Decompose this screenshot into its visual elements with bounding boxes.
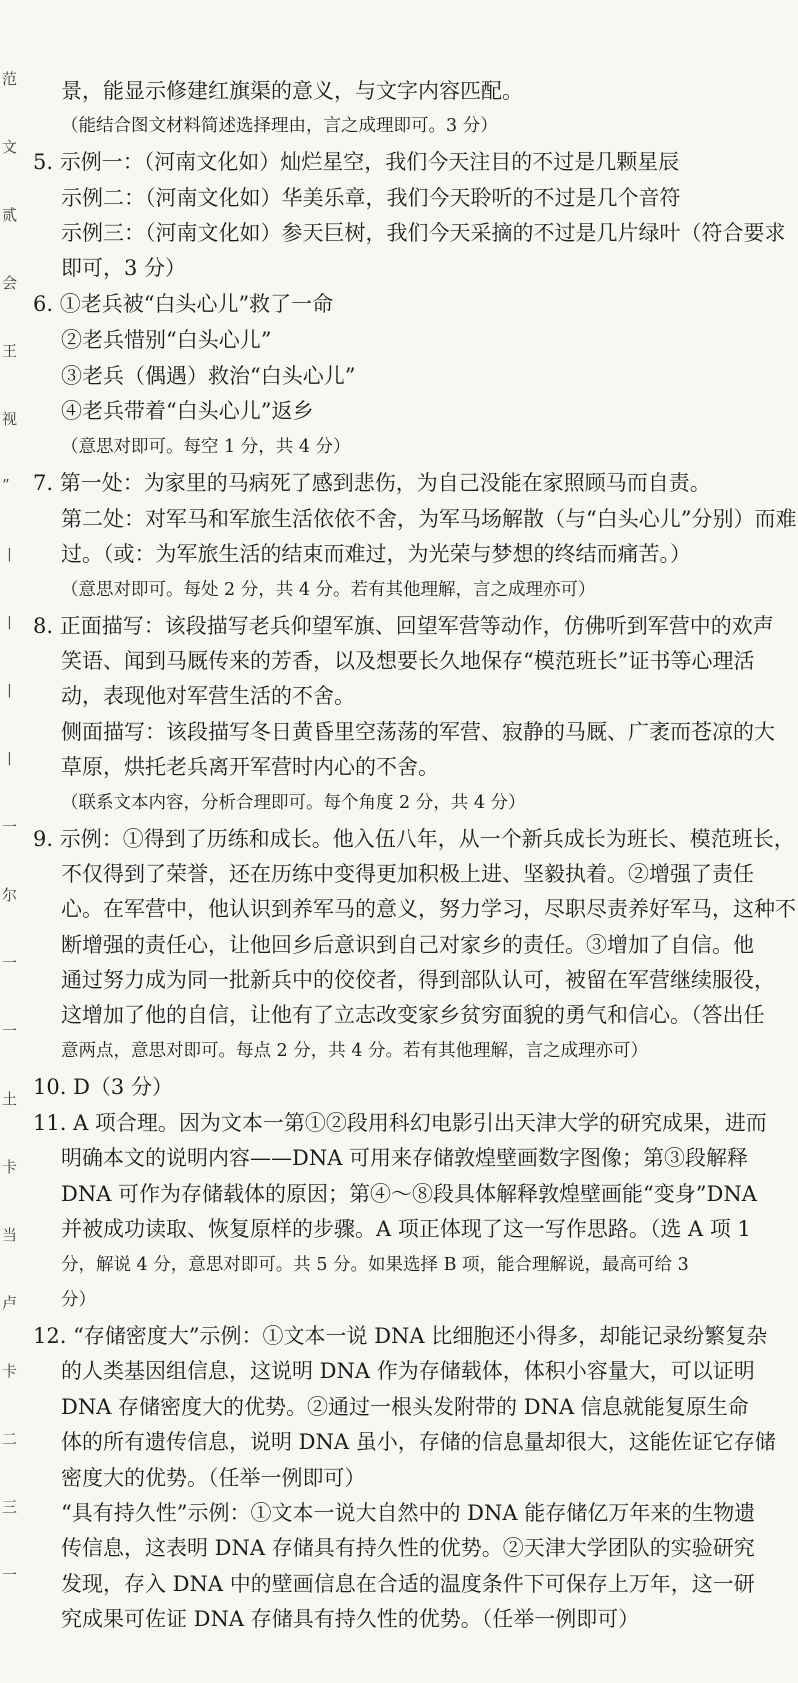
text-line: （联系文本内容，分析合理即可。每个角度 2 分，共 4 分）	[61, 793, 526, 813]
text-line: 8. 正面描写：该段描写老兵仰望军旗、回望军营等动作，仿佛听到军营中的欢声	[33, 614, 774, 638]
text-line: 并被成功读取、恢复原样的步骤。A 项正体现了这一写作思路。（选 A 项 1	[61, 1217, 751, 1241]
text-line: 第二处：对军马和军旅生活依依不舍，为军马场解散（与“白头心儿”分别）而难	[61, 507, 797, 531]
text-line: 6. ①老兵被“白头心儿”救了一命	[33, 292, 334, 316]
margin-char: 卢	[2, 1294, 18, 1312]
margin-char: 丨	[2, 682, 18, 700]
text-line: （意思对即可。每空 1 分，共 4 分）	[61, 437, 351, 457]
text-line: ④老兵带着“白头心儿”返乡	[61, 399, 314, 423]
margin-char: 范	[2, 70, 18, 88]
text-line: ②老兵惜别“白头心儿”	[61, 328, 272, 352]
text-line: ③老兵（偶遇）救治“白头心儿”	[61, 364, 356, 388]
text-line: 10. D（3 分）	[33, 1075, 173, 1099]
text-line: 过。（或：为军旅生活的结束而难过，为光荣与梦想的终结而痛苦。）	[61, 542, 691, 566]
text-line: 传信息，这表明 DNA 存储具有持久性的优势。②天津大学团队的实验研究	[61, 1536, 755, 1560]
text-line: 心。在军营中，他认识到养军马的意义，努力学习，尽职尽责养好军马，这种不	[61, 897, 796, 921]
margin-char: 丨	[2, 614, 18, 632]
text-line: 9. 示例：①得到了历练和成长。他入伍八年，从一个新兵成长为班长、模范班长，	[33, 827, 795, 851]
text-line: 动，表现他对军营生活的不舍。	[61, 684, 355, 708]
text-line: 究成果可佐证 DNA 存储具有持久性的优势。（任举一例即可）	[61, 1607, 640, 1631]
margin-char: 尔	[2, 886, 18, 904]
margin-char: 卡	[2, 1362, 18, 1380]
text-line: 发现，存入 DNA 中的壁画信息在合适的温度条件下可保存上万年，这一研	[61, 1572, 755, 1596]
margin-char: 二	[2, 1430, 18, 1448]
margin-char: 卡	[2, 1158, 18, 1176]
left-margin-bleed	[0, 60, 22, 1640]
text-line: 断增强的责任心，让他回乡后意识到自己对家乡的责任。③增加了自信。他	[61, 933, 754, 957]
text-line: 的人类基因组信息，这说明 DNA 作为存储载体，体积小容量大，可以证明	[61, 1359, 755, 1383]
text-line: 明确本文的说明内容——DNA 可用来存储敦煌壁画数字图像；第③段解释	[61, 1146, 749, 1170]
margin-char: 会	[2, 274, 18, 292]
text-line: DNA 存储密度大的优势。②通过一根头发附带的 DNA 信息就能复原生命	[61, 1395, 749, 1419]
margin-char: 丨	[2, 750, 18, 768]
text-line: 5. 示例一：（河南文化如）灿烂星空，我们今天注目的不过是几颗星辰	[33, 150, 680, 174]
text-line: 分，解说 4 分，意思对即可。共 5 分。如果选择 B 项，能合理解说，最高可给 3	[61, 1255, 689, 1275]
margin-char: 当	[2, 1226, 18, 1244]
margin-char: 王	[2, 342, 18, 360]
text-line: 示例三：（河南文化如）参天巨树，我们今天采摘的不过是几片绿叶（符合要求	[61, 221, 786, 245]
margin-char: 文	[2, 138, 18, 156]
margin-char: 一	[2, 818, 18, 836]
margin-char: 一	[2, 954, 18, 972]
text-line: 密度大的优势。（任举一例即可）	[61, 1466, 366, 1490]
text-line: （意思对即可。每处 2 分，共 4 分。若有其他理解，言之成理亦可）	[61, 580, 596, 600]
margin-char: 一	[2, 1566, 18, 1584]
text-line: 笑语、闻到马厩传来的芳香，以及想要长久地保存“模范班长”证书等心理活	[61, 649, 755, 673]
text-line: 7. 第一处：为家里的马病死了感到悲伤，为自己没能在家照顾马而自责。	[33, 471, 711, 495]
text-line: （能结合图文材料简述选择理由，言之成理即可。3 分）	[61, 116, 498, 136]
text-line: DNA 可作为存储载体的原因；第④～⑧段具体解释敦煌壁画能“变身”DNA	[61, 1182, 757, 1206]
text-line: 即可，3 分）	[61, 256, 187, 280]
margin-char: ”	[2, 476, 10, 494]
text-line: 意两点，意思对即可。每点 2 分，共 4 分。若有其他理解，言之成理亦可）	[61, 1041, 649, 1061]
text-line: 不仅得到了荣誉，还在历练中变得更加积极上进、坚毅执着。②增强了责任	[61, 862, 754, 886]
margin-char: 三	[2, 1498, 18, 1516]
margin-char: 贰	[2, 206, 18, 224]
text-line: 12. “存储密度大”示例：①文本一说 DNA 比细胞还小得多，却能记录纷繁复杂	[33, 1324, 768, 1348]
text-line: 体的所有遗传信息，说明 DNA 虽小，存储的信息量却很大，这能佐证它存储	[61, 1430, 776, 1454]
margin-char: 一	[2, 1022, 18, 1040]
text-line: 这增加了他的自信，让他有了立志改变家乡贫穷面貌的勇气和信心。（答出任	[61, 1003, 765, 1027]
text-line: 分）	[61, 1290, 96, 1310]
text-line: 11. A 项合理。因为文本一第①②段用科幻电影引出天津大学的研究成果，进而	[33, 1111, 767, 1135]
text-line: 示例二：（河南文化如）华美乐章，我们今天聆听的不过是几个音符	[61, 186, 681, 210]
margin-char: 丨	[2, 546, 18, 564]
margin-char: 土	[2, 1090, 18, 1108]
text-line: 草原，烘托老兵离开军营时内心的不舍。	[61, 755, 439, 779]
text-line: 景，能显示修建红旗渠的意义，与文字内容匹配。	[61, 79, 523, 103]
text-line: 通过努力成为同一批新兵中的佼佼者，得到部队认可，被留在军营继续服役，	[61, 968, 775, 992]
margin-char: 视	[2, 410, 18, 428]
text-line: “具有持久性”示例：①文本一说大自然中的 DNA 能存储亿万年来的生物遗	[61, 1501, 756, 1525]
text-line: 侧面描写：该段描写冬日黄昏里空荡荡的军营、寂静的马厩、广袤而苍凉的大	[61, 720, 775, 744]
